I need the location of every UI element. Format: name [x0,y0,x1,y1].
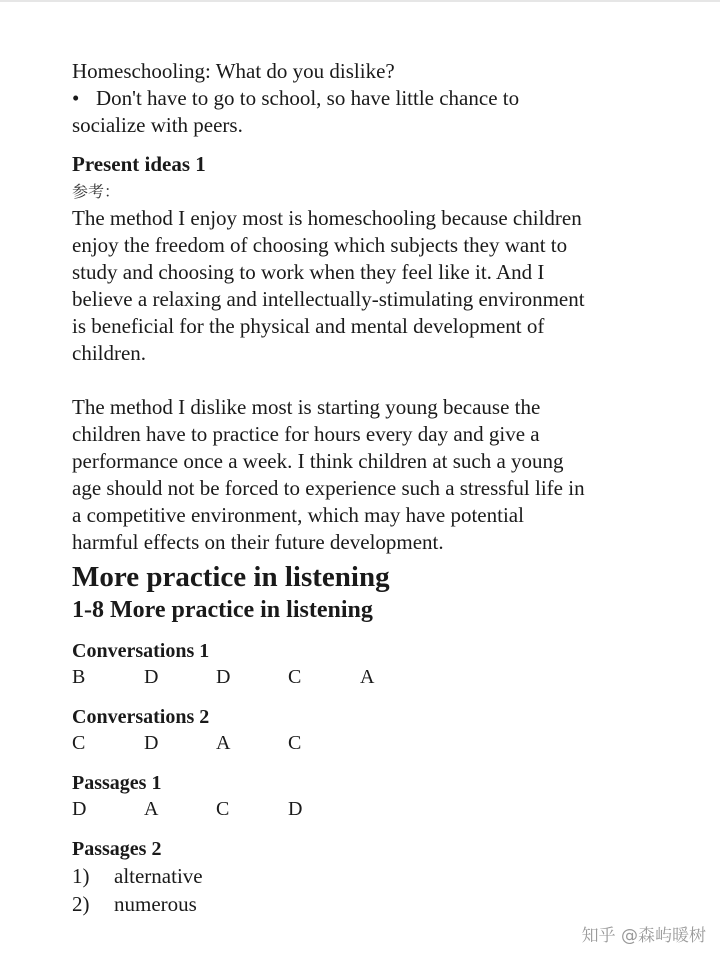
conversations-2-heading: Conversations 2 [72,706,210,728]
intro-question: Homeschooling: What do you dislike? [72,59,395,83]
paragraph-line: children have to practice for hours every day and give a [72,422,540,446]
passages-1-heading: Passages 1 [72,772,162,794]
watermark: 知乎 @森屿暖树 [581,926,706,946]
paragraph-line: harmful effects on their future development. [72,530,444,554]
list-item [72,862,672,890]
answer: C [72,732,86,754]
answer: D [72,798,87,820]
answer: D [216,666,231,688]
conversations-1-heading: Conversations 1 [72,640,210,662]
intro-bullet-line [72,85,672,112]
conversations-2-answers [72,730,672,756]
answer: B [72,666,86,688]
list-item [72,890,672,918]
paragraph-line: The method I enjoy most is homeschooling because children [72,206,582,230]
answer: A [216,732,231,754]
paragraph-line: age should not be forced to experience such a stressful life in [72,476,585,500]
answer: C [288,732,302,754]
answer: C [216,798,230,820]
paragraph-line: The method I dislike most is starting young because the [72,395,541,419]
paragraph-line: study and choosing to work when they feel like it. And I [72,260,545,284]
passages-2-heading: Passages 2 [72,838,162,860]
item-text: numerous [114,892,197,916]
paragraph-line: enjoy the freedom of choosing which subjects they want to [72,233,568,257]
practice-title: More practice in listening [72,561,390,593]
paragraph-dislike [72,394,672,556]
answer: C [288,666,302,688]
item-number: 2) [72,892,90,916]
paragraph-line: is beneficial for the physical and mental development of [72,314,545,338]
paragraph-line: a competitive environment, which may have potential [72,503,524,527]
practice-subtitle: 1-8 More practice in listening [72,597,373,623]
bullet-icon: • [72,86,80,110]
answer: D [288,798,303,820]
conversations-1-answers [72,664,672,690]
item-text: alternative [114,864,203,888]
answer: D [144,666,159,688]
present-ideas-heading: Present ideas 1 [72,152,206,176]
answer: D [144,732,159,754]
paragraph-line: children. [72,341,147,365]
top-border [0,0,720,2]
reference-label: 参考： [72,182,121,201]
paragraph-enjoy [72,205,672,367]
answer: A [360,666,375,688]
answer: A [144,798,159,820]
paragraph-line: believe a relaxing and intellectually-stimulating environment [72,287,585,311]
item-number: 1) [72,864,90,888]
intro-bullet-text-1: Don't have to go to school, so have little chance to [96,86,520,110]
passages-1-answers [72,796,672,822]
paragraph-line: performance once a week. I think children at such a young [72,449,564,473]
intro-bullet-text-2: socialize with peers. [72,113,243,137]
document-page [72,58,672,918]
